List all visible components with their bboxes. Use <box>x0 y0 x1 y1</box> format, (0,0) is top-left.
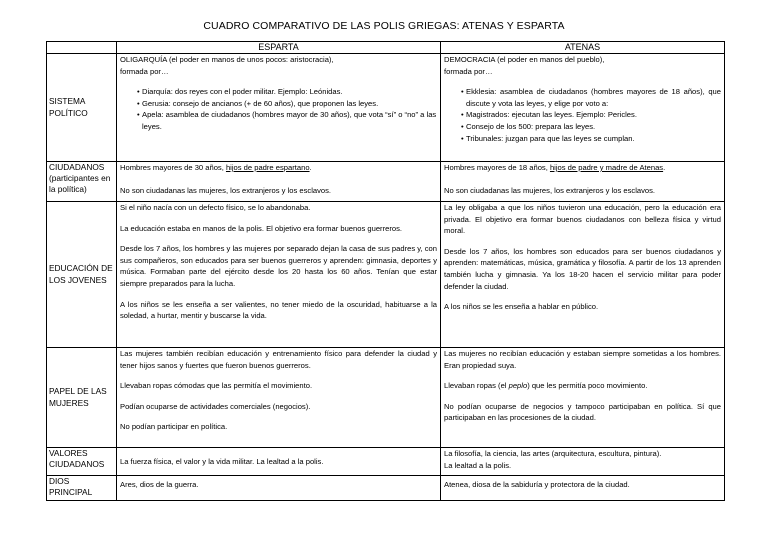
row-ciudadanos <box>47 162 725 202</box>
list-item: • Apela: asamblea de ciudadanos (hombres mayor de 30 años), que vota “sí” o “no” a las leyes. <box>120 109 437 132</box>
cell-text: Desde los 7 años, los hombres y las mujeres por separado dejan la casa de sus padres y, con sus compañeros, son educados para ser buenos guerreros y aprenden: gimnasia, deportes y música. Formaban parte del ejército desde los 20 hasta los 60 años. Tenían que estar siempre preparados para la lucha. <box>120 244 437 288</box>
bullet-list <box>444 86 721 144</box>
cell-text: No son ciudadanas las mujeres, los extranjeros y los esclavos. <box>444 186 656 196</box>
cell-text: Las mujeres también recibían educación y entrenamiento físico para defender la ciudad y tener hijos sanos y fuertes que fueron buenos guerreros. <box>120 349 437 370</box>
cell-text: La filosofía, la ciencia, las artes (arquitectura, escultura, pintura). <box>444 449 662 458</box>
cell-text: La lealtad a la polis. <box>444 460 512 470</box>
cell-text: Ares, dios de la guerra. <box>120 480 199 489</box>
row-educacion <box>47 202 725 348</box>
cell-text: formada por… <box>444 66 493 76</box>
cell-text: Desde los 7 años, los hombres son educados para ser buenos ciudadanos y aprenden: matemáticas, música, gramática y filosofía. A partir de los 13 aprenden también lucha y gimnasia. Ya los 18-20 hacen el servicio militar para poder defender la ciudad. <box>444 246 721 291</box>
cell-text: A los niños se les enseña a ser valientes, no tener miedo de la oscuridad, habituarse a la soledad, a hurtar, mentir y buscarse la vida. <box>120 299 437 321</box>
bullet-list <box>120 86 437 132</box>
cell-atenas <box>441 348 725 448</box>
cell-atenas <box>441 476 725 501</box>
row-sistema-politico <box>47 54 725 162</box>
cell-text: Atenea, diosa de la sabiduría y protectora de la ciudad. <box>444 480 630 489</box>
cell-text: Podían ocuparse de actividades comerciales (negocios). <box>120 401 311 411</box>
cell-text: Las mujeres no recibían educación y estaban siempre sometidas a los hombres. Eran propiedad suya. <box>444 349 721 370</box>
list-item: • Gerusia: consejo de ancianos (+ de 60 años), que proponen las leyes. <box>120 98 437 110</box>
row-label: PAPEL DE LAS MUJERES <box>47 348 117 448</box>
cell-text: Llevaban ropas cómodas que las permitía el movimiento. <box>120 381 313 391</box>
row-label: CIUDADANOS (participantes en la política) <box>47 162 117 202</box>
cell-text: No podían participar en política. <box>120 422 228 432</box>
list-item: • Tribunales: juzgan para que las leyes se cumplan. <box>444 133 721 145</box>
list-item: • Consejo de los 500: prepara las leyes. <box>444 121 721 133</box>
cell-text: La fuerza física, el valor y la vida militar. La lealtad a la polis. <box>120 456 324 466</box>
row-mujeres <box>47 348 725 448</box>
cell-atenas <box>441 202 725 348</box>
cell-atenas <box>441 54 725 162</box>
header-row <box>47 42 725 54</box>
cell-atenas <box>441 448 725 476</box>
row-label: DIOS PRINCIPAL <box>47 476 117 501</box>
row-label: VALORES CIUDADANOS <box>47 448 117 476</box>
cell-esparta <box>117 476 441 501</box>
cell-atenas <box>441 162 725 202</box>
document-title: CUADRO COMPARATIVO DE LAS POLIS GRIEGAS: ATENAS Y ESPARTA <box>203 20 565 32</box>
cell-esparta <box>117 348 441 448</box>
list-item: • Magistrados: ejecutan las leyes. Ejemplo: Pericles. <box>444 109 721 121</box>
cell-text: La educación estaba en manos de la polis. El objetivo era formar buenos guerreros. <box>120 223 402 233</box>
header-atenas: ATENAS <box>441 42 725 54</box>
cell-text: OLIGARQUÍA (el poder en manos de unos pocos: aristocracia), <box>120 55 334 64</box>
header-empty-cell <box>47 42 117 54</box>
cell-text: La ley obligaba a que los niños tuvieron una educación, pero la educación era privada. El objetivo era formar buenos ciudadanos con belleza física y virtud moral. <box>444 203 721 236</box>
row-valores <box>47 448 725 476</box>
cell-esparta <box>117 54 441 162</box>
cell-esparta <box>117 162 441 202</box>
list-item: • Diarquía: dos reyes con el poder militar. Ejemplo: Leónidas. <box>120 86 437 98</box>
cell-text: Si el niño nacía con un defecto físico, se lo abandonaba. <box>120 203 311 212</box>
row-label: EDUCACIÓN DE LOS JOVENES <box>47 202 117 348</box>
row-label: SISTEMA POLÍTICO <box>47 54 117 162</box>
cell-esparta <box>117 202 441 348</box>
cell-text: DEMOCRACIA (el poder en manos del pueblo), <box>444 55 605 64</box>
cell-text: Llevaban ropas (el peplo) que les permitía poco movimiento. <box>444 381 648 391</box>
cell-text: Hombres mayores de 30 años, hijos de padre espartano. <box>120 163 312 172</box>
cell-text: formada por… <box>120 66 169 76</box>
comparison-table <box>46 41 725 501</box>
list-item: • Ekklesia: asamblea de ciudadanos (hombres mayores de 18 años), que discute y vota las leyes, y elige por voto a: <box>444 86 721 109</box>
row-dios-principal <box>47 476 725 501</box>
header-esparta: ESPARTA <box>117 42 441 54</box>
cell-text: A los niños se les enseña a hablar en público. <box>444 302 599 312</box>
cell-text: Hombres mayores de 18 años, hijos de padre y madre de Atenas. <box>444 163 666 172</box>
cell-text: No podían ocuparse de negocios y tampoco participaban en política. Sí que participaban en las procesiones de la ciudad. <box>444 401 721 423</box>
cell-text: No son ciudadanas las mujeres, los extranjeros y los esclavos. <box>120 186 332 196</box>
cell-esparta <box>117 448 441 476</box>
